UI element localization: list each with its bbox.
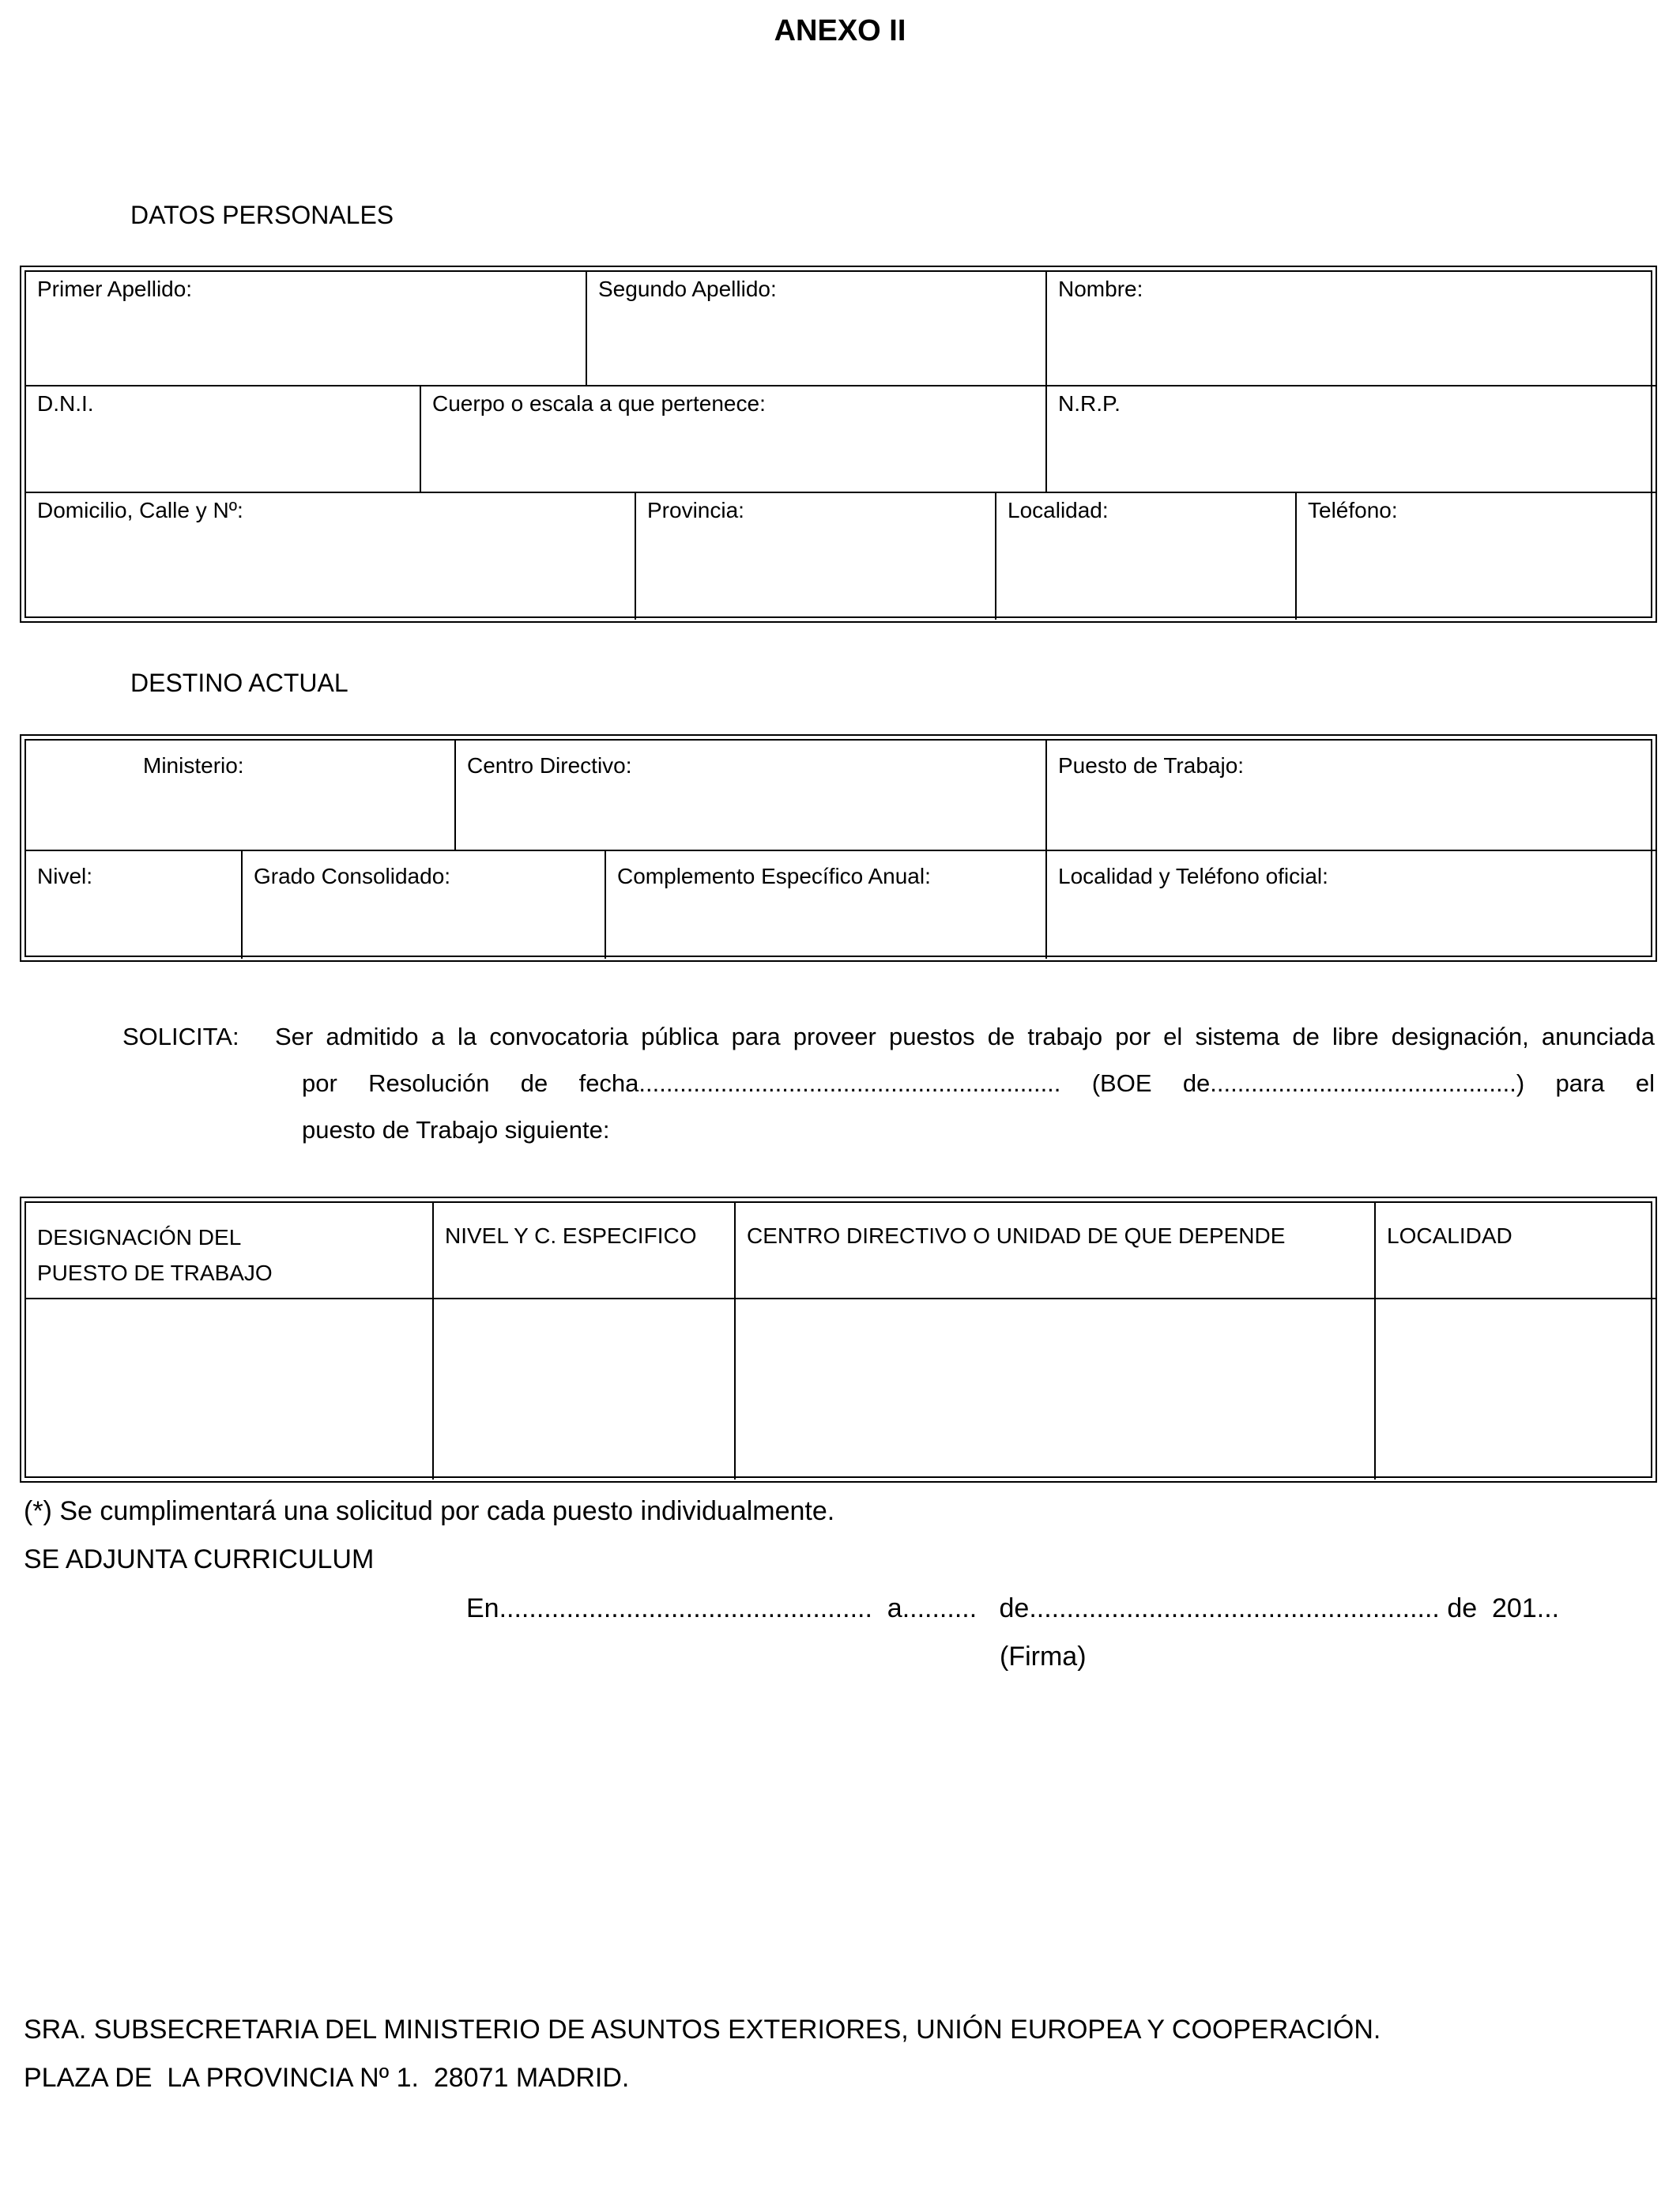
complemento-especifico-field[interactable]: Complemento Específico Anual: <box>606 851 1047 959</box>
nota-solicitud: (*) Se cumplimentará una solicitud por cada puesto individualmente. <box>24 1496 835 1526</box>
header-designacion: DESIGNACIÓN DEL PUESTO DE TRABAJO <box>26 1203 434 1299</box>
nivel-especifico-input-cell[interactable] <box>434 1299 736 1480</box>
localidad-input-cell[interactable] <box>1376 1299 1656 1480</box>
centro-directivo-input-cell[interactable] <box>736 1299 1376 1480</box>
page-title: ANEXO II <box>774 14 906 47</box>
firma-label: (Firma) <box>1000 1642 1087 1672</box>
centro-directivo-field[interactable]: Centro Directivo: <box>456 741 1047 851</box>
nivel-field[interactable]: Nivel: <box>26 851 243 959</box>
telefono-field[interactable]: Teléfono: <box>1308 498 1398 522</box>
localidad-telefono-oficial-field[interactable]: Localidad y Teléfono oficial: <box>1058 864 1328 888</box>
destino-actual-heading: DESTINO ACTUAL <box>130 669 348 697</box>
nombre-field[interactable]: Nombre: <box>1047 272 1656 386</box>
destinatario-line-2: PLAZA DE LA PROVINCIA Nº 1. 28071 MADRID. <box>24 2063 630 2093</box>
adjunta-curriculum: SE ADJUNTA CURRICULUM <box>24 1544 375 1574</box>
dni-field[interactable]: D.N.I. <box>26 386 421 493</box>
puesto-trabajo-field[interactable]: Puesto de Trabajo: <box>1047 741 1656 851</box>
designacion-input-cell[interactable] <box>26 1299 434 1480</box>
datos-personales-grid <box>20 266 1657 623</box>
puesto-solicitado-table <box>20 1197 1657 1483</box>
lugar-fecha-line: En.................................................. a.......... de....................................................... de 201... <box>466 1593 1560 1623</box>
destinatario-line-1: SRA. SUBSECRETARIA DEL MINISTERIO DE ASUNTOS EXTERIORES, UNIÓN EUROPEA Y COOPERACIÓN. <box>24 2015 1381 2045</box>
solicita-label: SOLICITA: <box>122 1023 239 1050</box>
primer-apellido-field[interactable]: Primer Apellido: <box>26 272 587 386</box>
nrp-field[interactable]: N.R.P. <box>1047 386 1656 493</box>
header-centro-directivo: CENTRO DIRECTIVO O UNIDAD DE QUE DEPENDE <box>736 1203 1376 1299</box>
header-nivel-especifico: NIVEL Y C. ESPECIFICO <box>434 1203 736 1299</box>
localidad-field[interactable]: Localidad: <box>996 493 1297 620</box>
solicita-line-3: puesto de Trabajo siguiente: <box>302 1116 610 1144</box>
datos-personales-heading: DATOS PERSONALES <box>130 201 394 229</box>
grado-consolidado-field[interactable]: Grado Consolidado: <box>243 851 606 959</box>
solicita-line-1: Ser admitido a la convocatoria pública para proveer puestos de trabajo por el sistema de libre designación, anunciada <box>275 1023 1655 1050</box>
domicilio-field[interactable]: Domicilio, Calle y Nº: <box>26 493 636 620</box>
provincia-field[interactable]: Provincia: <box>636 493 996 620</box>
destino-actual-grid <box>20 734 1657 962</box>
solicita-line-2: por Resolución de fecha.............................................................. (BOE de.............................................) para el <box>302 1069 1655 1097</box>
ministerio-field[interactable]: Ministerio: <box>26 741 456 851</box>
cuerpo-escala-field[interactable]: Cuerpo o escala a que pertenece: <box>421 386 1047 493</box>
header-localidad: LOCALIDAD <box>1376 1203 1656 1299</box>
segundo-apellido-field[interactable]: Segundo Apellido: <box>587 272 1047 386</box>
